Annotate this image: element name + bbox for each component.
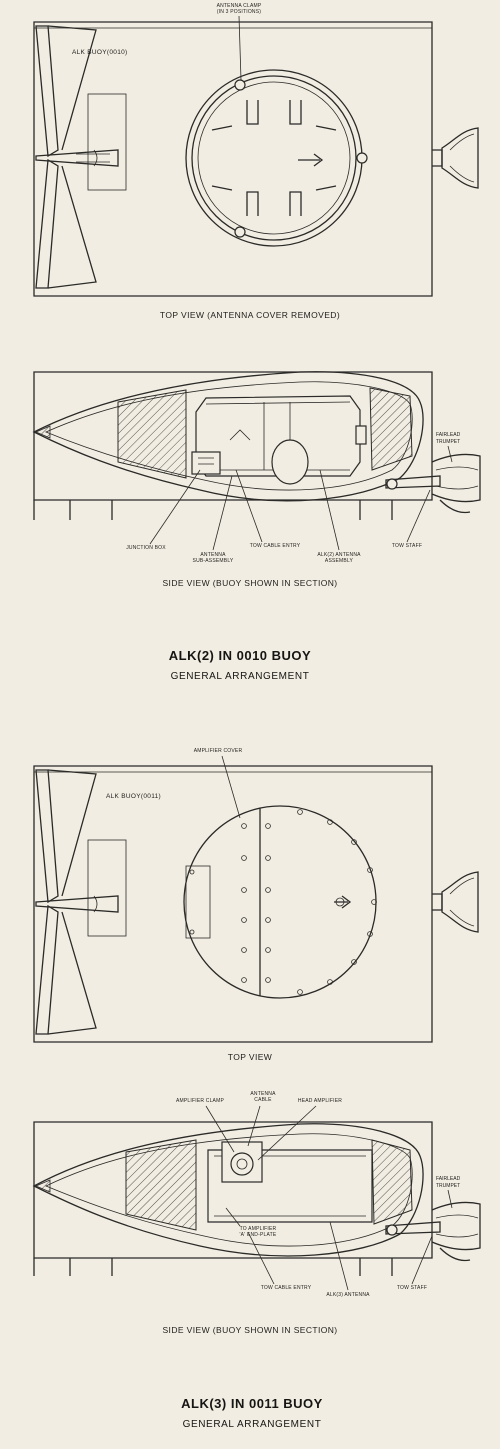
callout-antenna-cable-1: ANTENNA	[250, 1091, 276, 1097]
top-view-0011	[34, 766, 478, 1042]
title-drawing2: ALK(3) IN 0011 BUOY	[181, 1396, 323, 1411]
callout-head-amplifier: HEAD AMPLIFIER	[297, 1098, 343, 1104]
callout-antenna-sub-2: SUB-ASSEMBLY	[192, 558, 234, 564]
caption-top-view-0011: TOP VIEW	[227, 1052, 273, 1062]
amplifier-cover	[184, 806, 376, 998]
callout-amplifier-clamp: AMPLIFIER CLAMP	[175, 1098, 225, 1104]
tail-fins-0011	[36, 770, 126, 1034]
junction-box	[192, 452, 220, 474]
top-view-0010	[34, 3, 478, 296]
callout-antenna-cable-2: CABLE	[254, 1097, 272, 1103]
callout-alk2-antenna-2: ASSEMBLY	[324, 558, 354, 564]
callout-fairlead-2-0011: TRUMPET	[436, 1183, 461, 1189]
buoy-label-0010: ALK BUOY(0010)	[72, 49, 128, 56]
antenna-ring	[186, 70, 367, 246]
callout-alk2-antenna-1: ALK(2) ANTENNA	[317, 552, 361, 558]
caption-side-view-0010: SIDE VIEW (BUOY SHOWN IN SECTION)	[162, 578, 338, 588]
buoy-label-0011: ALK BUOY(0011)	[106, 793, 162, 800]
subtitle-drawing2: GENERAL ARRANGEMENT	[182, 1419, 322, 1430]
caption-side-view-0011: SIDE VIEW (BUOY SHOWN IN SECTION)	[162, 1325, 338, 1335]
callout-fairlead-1-0011: FAIRLEAD	[436, 1176, 461, 1182]
head-amplifier	[222, 1142, 262, 1182]
callout-antenna-clamp: ANTENNA CLAMP	[216, 3, 262, 9]
callout-alk3-antenna: ALK(3) ANTENNA	[326, 1292, 370, 1298]
callout-tow-cable-entry: TOW CABLE ENTRY	[249, 543, 301, 549]
tail-fins	[36, 26, 126, 288]
fairlead-trumpet-top-0011	[432, 872, 478, 932]
callout-fairlead-2: TRUMPET	[436, 439, 461, 445]
side-view-0010	[34, 372, 480, 520]
callout-junction-box: JUNCTION BOX	[126, 545, 166, 551]
fairlead-trumpet-side	[432, 454, 480, 512]
callout-to-amplifier-2: 'A' END-PLATE	[239, 1232, 277, 1238]
leader-antenna-clamp	[239, 16, 241, 80]
callout-antenna-sub-1: ANTENNA	[200, 552, 226, 558]
callout-to-amplifier-1: TO AMPLIFIER	[239, 1226, 277, 1232]
callout-antenna-clamp-positions: (IN 3 POSITIONS)	[216, 9, 262, 15]
hull-outline	[34, 22, 432, 296]
callout-amplifier-cover: AMPLIFIER COVER	[193, 748, 243, 754]
fairlead-trumpet-top	[432, 128, 478, 188]
callout-tow-staff: TOW STAFF	[391, 543, 423, 549]
callout-fairlead-1: FAIRLEAD	[436, 432, 461, 438]
alk2-antenna-assembly	[196, 396, 360, 484]
caption-top-view-0010: TOP VIEW (ANTENNA COVER REMOVED)	[159, 310, 341, 320]
title-drawing1: ALK(2) IN 0010 BUOY	[168, 648, 312, 663]
side-view-0011	[34, 1122, 480, 1276]
callout-tow-cable-entry-0011: TOW CABLE ENTRY	[260, 1285, 312, 1291]
subtitle-drawing1: GENERAL ARRANGEMENT	[170, 671, 310, 682]
callout-tow-staff-0011: TOW STAFF	[396, 1285, 428, 1291]
